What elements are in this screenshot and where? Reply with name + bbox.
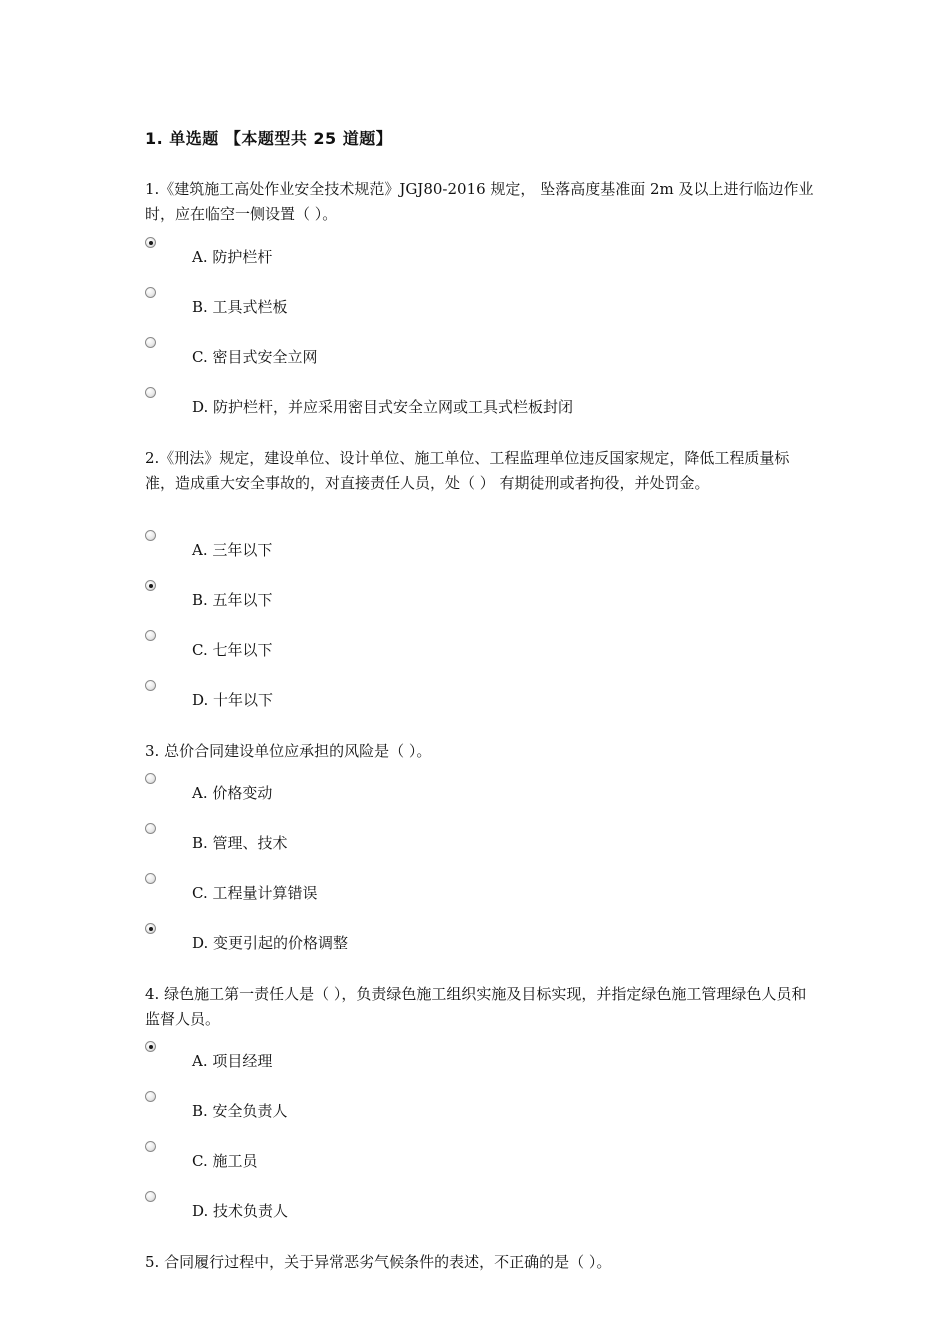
question-1-option-d[interactable] xyxy=(145,395,785,419)
radio-unselected-icon[interactable] xyxy=(145,773,156,784)
question-4-option-a[interactable] xyxy=(145,1049,785,1073)
radio-selected-icon[interactable] xyxy=(145,1041,156,1052)
question-4-option-c[interactable] xyxy=(145,1149,785,1173)
option-label: D. 技术负责人 xyxy=(192,1202,289,1220)
question-4-option-b[interactable] xyxy=(145,1099,785,1123)
radio-unselected-icon[interactable] xyxy=(145,823,156,834)
radio-unselected-icon[interactable] xyxy=(145,630,156,641)
option-label: D. 变更引起的价格调整 xyxy=(192,934,349,952)
question-3-option-d[interactable] xyxy=(145,931,785,955)
question-5-text: 5. 合同履行过程中，关于异常恶劣气候条件的表述，不正确的是（ ）。 xyxy=(145,1253,612,1271)
option-label: B. 工具式栏板 xyxy=(192,298,288,316)
radio-unselected-icon[interactable] xyxy=(145,287,156,298)
radio-selected-icon[interactable] xyxy=(145,237,156,248)
radio-selected-icon[interactable] xyxy=(145,580,156,591)
option-label: C. 施工员 xyxy=(192,1152,258,1170)
question-1-option-b[interactable] xyxy=(145,295,785,319)
question-1-text: 1.《建筑施工高处作业安全技术规范》JGJ80-2016 规定， 坠落高度基准面 2m 及以上进行临边作业时，应在临空一侧设置（ ）。 xyxy=(145,180,814,223)
question-2-option-b[interactable] xyxy=(145,588,785,612)
option-label: C. 七年以下 xyxy=(192,641,273,659)
radio-unselected-icon[interactable] xyxy=(145,387,156,398)
option-label: B. 安全负责人 xyxy=(192,1102,288,1120)
option-label: A. 价格变动 xyxy=(192,784,273,802)
radio-selected-icon[interactable] xyxy=(145,923,156,934)
radio-unselected-icon[interactable] xyxy=(145,1141,156,1152)
option-label: C. 工程量计算错误 xyxy=(192,884,318,902)
option-label: B. 五年以下 xyxy=(192,591,273,609)
radio-unselected-icon[interactable] xyxy=(145,873,156,884)
section-heading: 1. 单选题 【本题型共 25 道题】 xyxy=(145,129,393,148)
option-label: D. 十年以下 xyxy=(192,691,274,709)
radio-unselected-icon[interactable] xyxy=(145,1191,156,1202)
question-2-option-c[interactable] xyxy=(145,638,785,662)
question-2-option-d[interactable] xyxy=(145,688,785,712)
option-label: A. 防护栏杆 xyxy=(192,248,273,266)
option-label: B. 管理、技术 xyxy=(192,834,288,852)
question-3-option-b[interactable] xyxy=(145,831,785,855)
question-1-option-c[interactable] xyxy=(145,345,785,369)
question-2-text: 2.《刑法》规定，建设单位、设计单位、施工单位、工程监理单位违反国家规定，降低工程质量标准，造成重大安全事故的，对直接责任人员，处（ ） 有期徒刑或者拘役，并处罚金。 xyxy=(145,449,790,492)
question-3-option-c[interactable] xyxy=(145,881,785,905)
radio-unselected-icon[interactable] xyxy=(145,530,156,541)
option-label: A. 项目经理 xyxy=(192,1052,273,1070)
radio-unselected-icon[interactable] xyxy=(145,337,156,348)
option-label: A. 三年以下 xyxy=(192,541,273,559)
question-2-option-a[interactable] xyxy=(145,538,785,562)
question-1-option-a[interactable] xyxy=(145,245,785,269)
option-label: D. 防护栏杆，并应采用密目式安全立网或工具式栏板封闭 xyxy=(192,398,574,416)
option-label: C. 密目式安全立网 xyxy=(192,348,318,366)
question-4-text: 4. 绿色施工第一责任人是（ ），负责绿色施工组织实施及目标实现，并指定绿色施工管理绿色人员和监督人员。 xyxy=(145,985,807,1028)
question-4-option-d[interactable] xyxy=(145,1199,785,1223)
question-3-option-a[interactable] xyxy=(145,781,785,805)
radio-unselected-icon[interactable] xyxy=(145,680,156,691)
radio-unselected-icon[interactable] xyxy=(145,1091,156,1102)
question-3-text: 3. 总价合同建设单位应承担的风险是（ ）。 xyxy=(145,742,432,760)
